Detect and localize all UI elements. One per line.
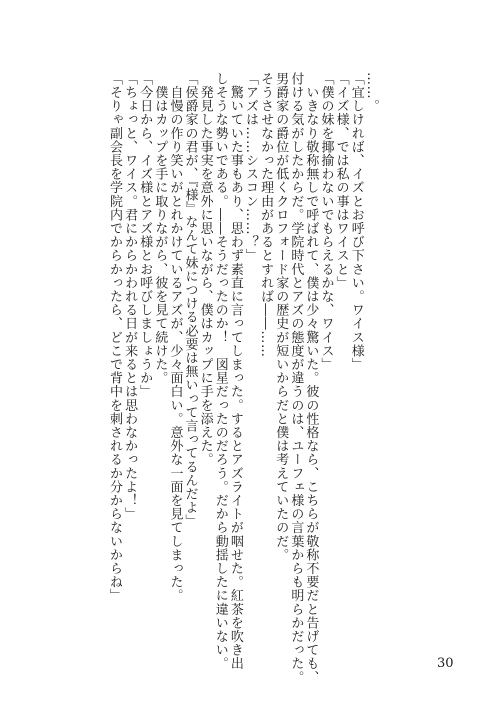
- text-line: 「ちょっと、ワイス。君にからかわれる日が来るとは思わなかったよ！」: [122, 72, 138, 521]
- vertical-text-block: [107, 72, 379, 684]
- text-line: しそうな勢いである。――そうだったのか！ 図星だったのだろう。だから動揺したに違いない。: [212, 72, 228, 671]
- text-line: 「アズは……シスコン……？」: [242, 72, 258, 263]
- text-line: 「そりゃ副会長を学院内でからかったら、どこで背中を刺されるか分からないからね」: [107, 72, 122, 603]
- text-line: いきなり敬称無しで呼ばれて、僕は少々驚いた。彼の性格なら、こちらが敬称不要だと告げても、: [303, 72, 319, 684]
- text-line: ……。: [363, 72, 379, 113]
- text-line: 「侯爵家の君が、『様』なんて妹につける必要は無いって言ってるんだよ」: [182, 72, 198, 528]
- text-line: 男爵家の爵位が低くクロフォード家の歴史が短いからだと僕は考えていたのだ。: [273, 72, 289, 562]
- text-line: 自慢の作り笑いがとれかけているアズが、少々面白い。意外な一面を見てしまった。: [167, 72, 183, 603]
- text-line: 「宜しければ、イズとお呼び下さい。ワイス様」: [348, 72, 364, 372]
- text-line: 驚いていた事もあり、思わず素直に言ってしまった。するとアズライトが咽せた。紅茶を吹き出: [227, 72, 243, 671]
- text-line: 「イズ様、では私の事はワイスと」: [333, 72, 349, 290]
- text-line: 付ける気がしたからだ。学院時代とアズの態度が違うのは、ユーフェ様の言葉からも明らかだった。: [288, 72, 304, 684]
- text-line: そうさせなかった理由があるとすれば――……: [258, 72, 274, 358]
- text-line: 発見した事実を意外に思いながら、僕はカップに手を添えた。: [197, 72, 213, 467]
- text-line: 「今日から、イズ様とアズ様とお呼びしましょうか」: [137, 72, 153, 399]
- page-number: 30: [437, 656, 454, 671]
- text-line: 僕はカップを手に取りながら、彼を見て続けた。: [152, 72, 168, 385]
- text-line: 「僕の妹を揶揄わないでもらえるかな、ワイス」: [318, 72, 334, 372]
